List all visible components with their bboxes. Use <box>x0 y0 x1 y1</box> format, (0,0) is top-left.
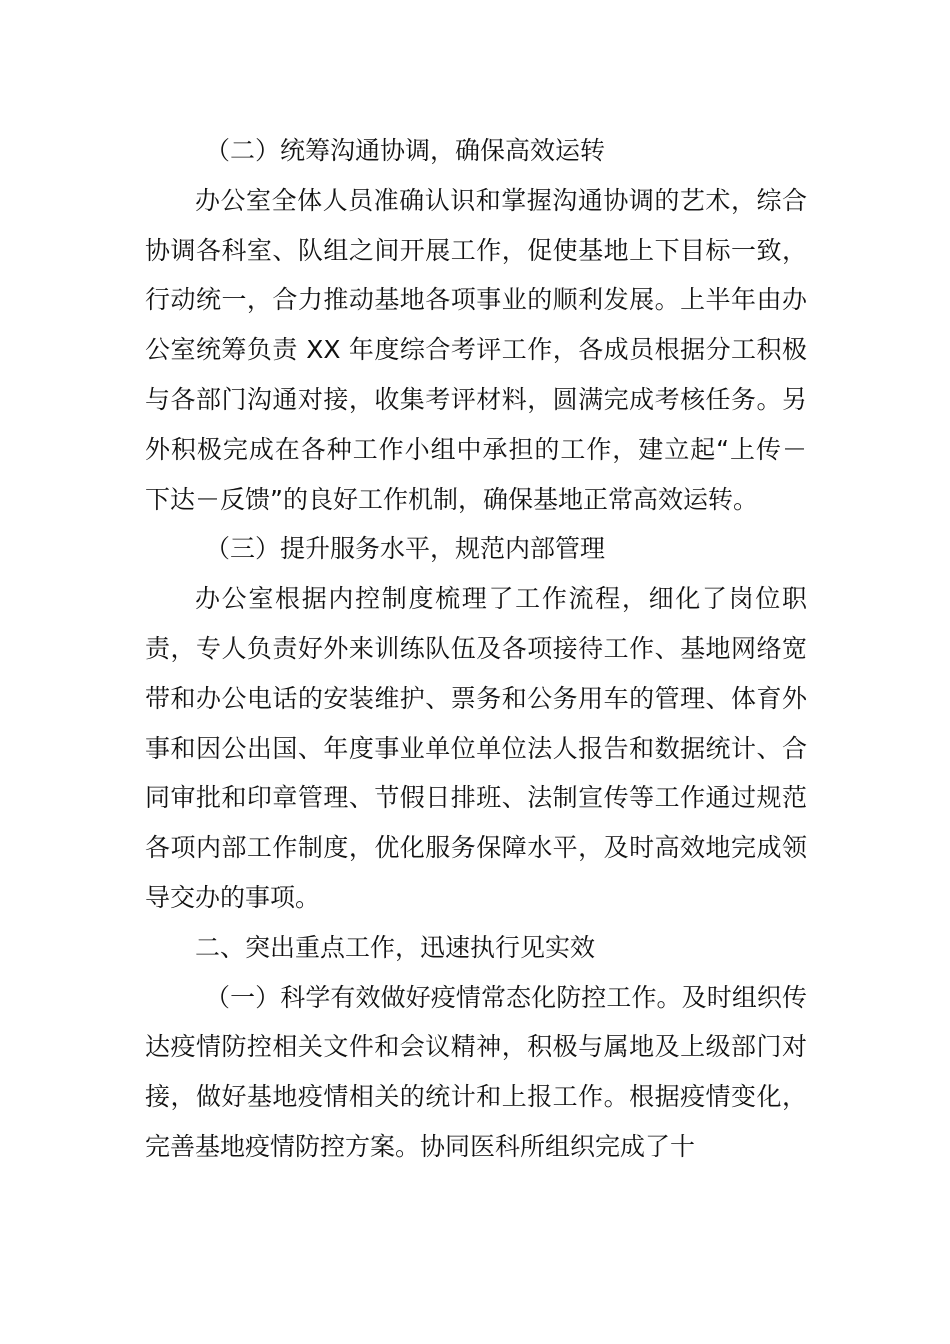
section-heading-key-work: 二、突出重点工作，迅速执行见实效 <box>195 932 596 962</box>
paragraph-service: 办公室根据内控制度梳理了工作流程，细化了岗位职责，专人负责好外来训练队伍及各项接待工作、基地网络宽带和办公电话的安装维护、票务和公务用车的管理、体育外事和因公出国、年度事业单位单位法人报告和数据统计、合同审批和印章管理、节假日排班、法制宣传等工作通过规范各项内部工作制度，优化服务保障水平，及时高效地完成领导交办的事项。 <box>145 584 807 912</box>
section-heading-coordination: （二）统筹沟通协调，确保高效运转 <box>205 136 606 165</box>
section-heading-service: （三）提升服务水平，规范内部管理 <box>205 534 606 564</box>
paragraph-epidemic-prevention: （一）科学有效做好疫情常态化防控工作。及时组织传达疫情防控相关文件和会议精神，积极与属地及上级部门对接，做好基地疫情相关的统计和上报工作。根据疫情变化，完善基地疫情防控方案。协同医科所组织完成了十 <box>145 982 807 1161</box>
paragraph-coordination: 办公室全体人员准确认识和掌握沟通协调的艺术，综合协调各科室、队组之间开展工作，促使基地上下目标一致，行动统一，合力推动基地各项事业的顺利发展。上半年由办公室统筹负责 XX 年度综合考评工作，各成员根据分工积极与各部门沟通对接，收集考评材料，圆满完成考核任务。另外积极完成在各种工作小组中承担的工作，建立起“上传－下达－反馈”的良好工作机制，确保基地正常高效运转。 <box>145 185 807 514</box>
document-body <box>145 126 807 1172</box>
